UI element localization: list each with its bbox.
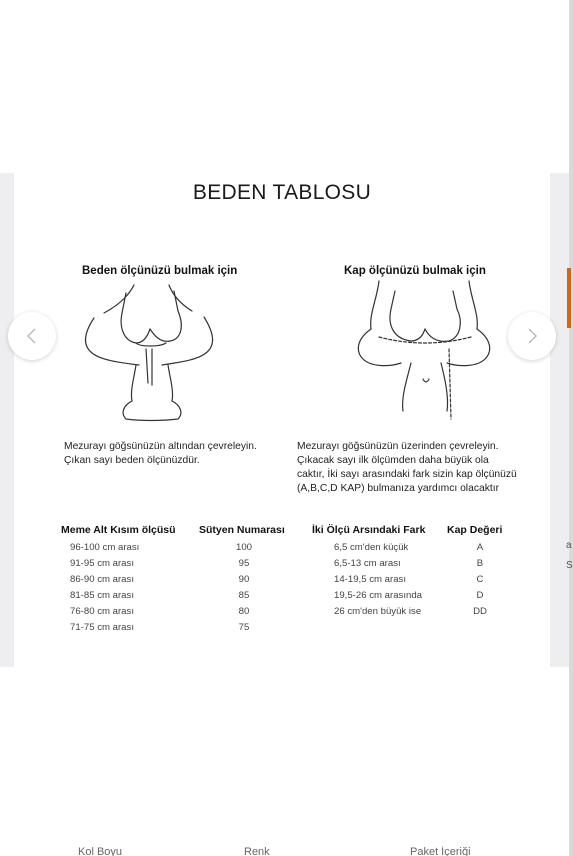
chevron-left-icon xyxy=(8,312,56,360)
next-slide-peek xyxy=(550,173,569,667)
table-cell: 80 xyxy=(238,606,250,617)
table-cell: 91-95 cm arası xyxy=(70,558,134,569)
band-instruction-line: Mezurayı göğsünüzün altından çevreleyin. xyxy=(64,441,257,452)
cup-instructions xyxy=(297,440,517,496)
prev-slide-peek xyxy=(0,173,14,667)
cup-instruction-line: Mezurayı göğsünüzün üzerinden çevreleyin. xyxy=(297,441,499,452)
band-table-size-column xyxy=(222,540,266,636)
cup-instruction-line: caktır, İki sayı arasındaki fark sizin kap ölçünüzü xyxy=(297,469,517,480)
table-cell: 86-90 cm arası xyxy=(70,574,134,585)
table-cell: 76-80 cm arası xyxy=(70,606,134,617)
cup-table-header-cup: Kap Değeri xyxy=(447,524,503,536)
band-table-underbust-column xyxy=(70,540,139,636)
tab-paket-icerigi[interactable]: Paket İçeriği xyxy=(410,846,471,856)
size-chart-image xyxy=(14,173,550,667)
cup-instruction-line: (A,B,C,D KAP) bulmanıza yardımcı olacaktır xyxy=(297,483,499,494)
table-cell: 96-100 cm arası xyxy=(70,542,140,553)
cup-heading: Kap ölçünüzü bulmak için xyxy=(344,265,486,277)
table-cell: D xyxy=(476,590,484,601)
peek-text-b: S xyxy=(566,560,573,571)
table-cell: 81-85 cm arası xyxy=(70,590,134,601)
accent-marker xyxy=(567,268,571,328)
band-instruction-line: Çıkan sayı beden ölçünüzdür. xyxy=(64,455,200,466)
cup-table-cup-column xyxy=(460,540,500,620)
table-cell: C xyxy=(476,574,484,585)
table-cell: A xyxy=(476,542,484,553)
carousel-next-button[interactable] xyxy=(508,312,556,360)
table-cell: B xyxy=(476,558,484,569)
cup-measure-figure xyxy=(349,279,499,424)
tab-kol-boyu[interactable]: Kol Boyu xyxy=(78,846,123,856)
table-cell: DD xyxy=(473,606,487,617)
scrollbar-track[interactable] xyxy=(569,0,573,856)
cup-table-difference-column xyxy=(334,540,422,620)
band-measure-figure xyxy=(74,283,224,423)
chevron-right-icon xyxy=(508,312,556,360)
band-table-header-size: Sütyen Numarası xyxy=(199,524,285,536)
table-cell: 14-19,5 cm arası xyxy=(334,574,406,585)
table-cell: 90 xyxy=(238,574,250,585)
table-cell: 26 cm'den büyük ise xyxy=(334,606,422,617)
table-cell: 6,5 cm'den küçük xyxy=(334,542,409,553)
table-cell: 85 xyxy=(238,590,250,601)
band-instructions xyxy=(64,440,257,468)
cup-table-header-difference: İki Ölçü Arsındaki Fark xyxy=(312,524,426,536)
table-cell: 95 xyxy=(238,558,250,569)
product-attribute-tabs xyxy=(0,846,573,856)
tab-renk[interactable]: Renk xyxy=(244,846,270,856)
band-heading: Beden ölçünüzü bulmak için xyxy=(82,265,238,277)
table-cell: 6,5-13 cm arası xyxy=(334,558,401,569)
carousel-prev-button[interactable] xyxy=(8,312,56,360)
table-cell: 19,5-26 cm arasında xyxy=(334,590,422,601)
table-cell: 71-75 cm arası xyxy=(70,622,134,633)
peek-text-a: a xyxy=(566,540,572,551)
cup-instruction-line: Çıkacak sayı ilk ölçümden daha büyük ola xyxy=(297,455,489,466)
table-cell: 100 xyxy=(235,542,252,553)
table-cell: 75 xyxy=(238,622,250,633)
size-chart-title: BEDEN TABLOSU xyxy=(192,181,372,204)
band-table-header-underbust: Meme Alt Kısım ölçüsü xyxy=(61,524,176,536)
